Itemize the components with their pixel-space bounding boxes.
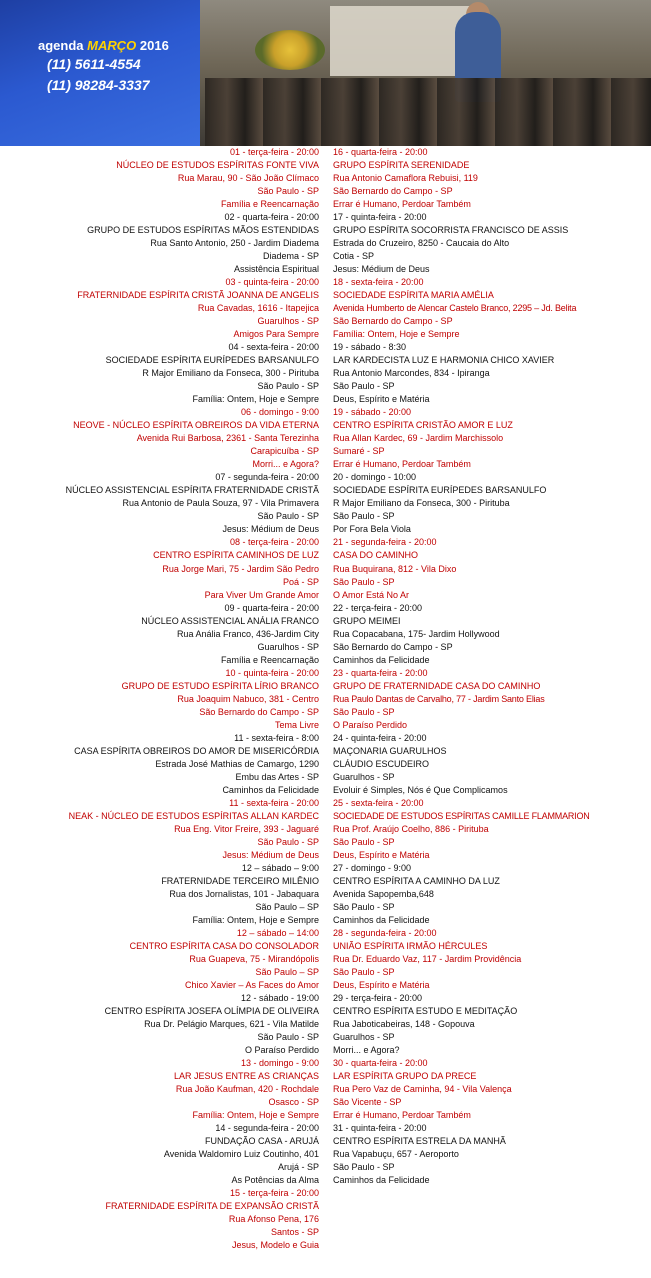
event-line: 27 - domingo - 9:00 xyxy=(333,862,412,873)
event-line: Rua João Kaufman, 420 - Rochdale xyxy=(175,1084,319,1095)
event-line: CASA ESPÍRITA OBREIROS DO AMOR DE MISERICÓRDIA xyxy=(74,745,319,756)
event-line: GRUPO MEIMEI xyxy=(333,615,401,626)
event-line: Rua Cavadas, 1616 - Itapejica xyxy=(197,303,319,314)
event-line: Rua Jorge Mari, 75 - Jardim São Pedro xyxy=(162,563,319,574)
event-line: Caminhos da Felicidade xyxy=(333,654,430,665)
agenda-year: 2016 xyxy=(139,38,169,53)
event-line: 19 - sábado - 20:00 xyxy=(333,407,412,418)
event-line: Tema Livre xyxy=(274,719,319,730)
event-line: São Paulo - SP xyxy=(333,511,395,522)
event-line: SOCIEDADE ESPÍRITA EURÍPEDES BARSANULFO xyxy=(333,485,547,496)
event-line: Jesus: Médium de Deus xyxy=(222,849,319,860)
event-line: SOCIEDADE ESPÍRITA EURÍPEDES BARSANULFO xyxy=(105,355,319,366)
event-line: 21 - segunda-feira - 20:00 xyxy=(333,537,437,548)
event-line: 20 - domingo - 10:00 xyxy=(333,472,417,483)
event-line: Rua Copacabana, 175- Jardim Hollywood xyxy=(333,628,500,639)
event-line: 01 - terça-feira - 20:00 xyxy=(229,147,319,157)
event-line: São Bernardo do Campo - SP xyxy=(333,186,453,197)
header-banner xyxy=(0,0,651,146)
event-line: Cotia - SP xyxy=(333,251,375,262)
event-line: NÚCLEO DE ESTUDOS ESPÍRITAS FONTE VIVA xyxy=(116,160,319,171)
event-line: 19 - sábado - 8:30 xyxy=(333,342,407,353)
event-line: CENTRO ESPÍRITA ESTRELA DA MANHÃ xyxy=(333,1136,506,1147)
phone-number-2: (11) 98284-3337 xyxy=(47,77,150,93)
event-line: SOCIEDADE DE ESTUDOS ESPÍRITAS CAMILLE FLAMMARION xyxy=(333,810,590,821)
event-line: Família: Ontem, Hoje e Sempre xyxy=(192,914,319,925)
event-line: 17 - quinta-feira - 20:00 xyxy=(333,212,427,223)
event-line: Estrada José Mathias de Camargo, 1290 xyxy=(155,758,319,769)
event-line: Assistência Espiritual xyxy=(233,264,319,275)
event-line: São Paulo - SP xyxy=(333,901,395,912)
event-line: Errar é Humano, Perdoar Também xyxy=(333,459,471,470)
event-line: Deus, Espírito e Matéria xyxy=(333,394,430,405)
event-line: São Paulo – SP xyxy=(255,966,319,977)
event-line: Por Fora Bela Viola xyxy=(333,524,411,535)
event-line: 12 - sábado - 19:00 xyxy=(240,993,319,1004)
event-line: Santos - SP xyxy=(270,1227,319,1238)
event-line: LAR JESUS ENTRE AS CRIANÇAS xyxy=(173,1071,319,1082)
event-line: Amigos Para Sempre xyxy=(233,329,319,340)
event-line: São Paulo - SP xyxy=(257,511,319,522)
event-line: Família e Reencarnação xyxy=(220,199,319,210)
event-line: FUNDAÇÃO CASA - ARUJÁ xyxy=(204,1136,319,1147)
event-line: Rua Dr. Pelágio Marques, 621 - Vila Matilde xyxy=(144,1019,319,1030)
event-line: 22 - terça-feira - 20:00 xyxy=(333,602,423,613)
event-line: 04 - sexta-feira - 20:00 xyxy=(228,342,319,353)
event-line: FRATERNIDADE ESPÍRITA CRISTÃ JOANNA DE ANGELIS xyxy=(77,290,319,301)
event-line: São Paulo - SP xyxy=(333,1162,395,1173)
event-line: Avenida Humberto de Alencar Castelo Branco, 2295 – Jd. Belita xyxy=(333,303,577,314)
event-line: CASA DO CAMINHO xyxy=(333,550,419,561)
event-line: Rua Buquirana, 812 - Vila Dixo xyxy=(333,563,457,574)
event-line: 06 - domingo - 9:00 xyxy=(240,407,319,418)
event-line: O Paraíso Perdido xyxy=(244,1045,319,1056)
event-line: CENTRO ESPÍRITA CASA DO CONSOLADOR xyxy=(129,940,319,951)
event-line: Poá - SP xyxy=(282,576,319,587)
event-line: Morri... e Agora? xyxy=(252,459,319,470)
event-line: Rua Antonio Marcondes, 834 - Ipiranga xyxy=(333,368,490,379)
event-line: Família e Reencarnação xyxy=(220,654,319,665)
event-line: São Paulo - SP xyxy=(333,576,395,587)
event-line: 25 - sexta-feira - 20:00 xyxy=(333,797,424,808)
event-line: Rua Antonio de Paula Souza, 97 - Vila Primavera xyxy=(122,498,319,509)
event-line: Rua Paulo Dantas de Carvalho, 77 - Jardim Santo Elias xyxy=(333,693,545,704)
event-line: São Vicente - SP xyxy=(333,1097,402,1108)
event-line: R Major Emiliano da Fonseca, 300 - Pirituba xyxy=(142,368,319,379)
event-line: As Potências da Alma xyxy=(231,1175,319,1186)
event-line: 23 - quarta-feira - 20:00 xyxy=(333,667,428,678)
event-line: Guarulhos - SP xyxy=(257,316,319,327)
event-line: 24 - quinta-feira - 20:00 xyxy=(333,732,427,743)
event-line: São Paulo - SP xyxy=(333,381,395,392)
event-line: CENTRO ESPÍRITA CRISTÃO AMOR E LUZ xyxy=(333,420,513,431)
event-line: Carapicuíba - SP xyxy=(250,446,319,457)
event-line: 16 - quarta-feira - 20:00 xyxy=(333,147,428,157)
agenda-month: MARÇO xyxy=(87,38,137,53)
event-line: 15 - terça-feira - 20:00 xyxy=(229,1188,319,1199)
event-line: Rua Jaboticabeiras, 148 - Gopouva xyxy=(333,1019,475,1030)
event-line: Avenida Waldomiro Luiz Coutinho, 401 xyxy=(163,1149,319,1160)
event-line: Sumaré - SP xyxy=(333,446,385,457)
event-line: Rua Dr. Eduardo Vaz, 117 - Jardim Providência xyxy=(333,953,522,964)
event-line: CENTRO ESPÍRITA A CAMINHO DA LUZ xyxy=(333,875,500,886)
event-line: Guarulhos - SP xyxy=(333,1032,395,1043)
event-line: 13 - domingo - 9:00 xyxy=(240,1058,319,1069)
event-line: Rua Santo Antonio, 250 - Jardim Diadema xyxy=(150,238,319,249)
header-blue-panel xyxy=(0,0,200,146)
event-line: GRUPO ESPÍRITA SERENIDADE xyxy=(333,160,470,171)
event-line: Guarulhos - SP xyxy=(333,771,395,782)
event-line: Rua Joaquim Nabuco, 381 - Centro xyxy=(177,693,319,704)
event-line: Rua dos Jornalistas, 101 - Jabaquara xyxy=(169,888,319,899)
event-line: Errar é Humano, Perdoar Também xyxy=(333,1110,471,1121)
event-line: Avenida Sapopemba,648 xyxy=(333,888,434,899)
event-line: GRUPO DE FRATERNIDADE CASA DO CAMINHO xyxy=(333,680,541,691)
event-line: São Bernardo do Campo - SP xyxy=(199,706,319,717)
event-line: GRUPO ESPÍRITA SOCORRISTA FRANCISCO DE ASSIS xyxy=(333,225,569,236)
event-line: Morri... e Agora? xyxy=(333,1045,400,1056)
event-line: Jesus: Médium de Deus xyxy=(333,264,430,275)
event-line: Errar é Humano, Perdoar Também xyxy=(333,199,471,210)
event-line: São Paulo - SP xyxy=(333,966,395,977)
event-line: 11 - sexta-feira - 8:00 xyxy=(234,732,319,743)
event-line: Osasco - SP xyxy=(268,1097,319,1108)
event-line: 12 – sábado – 14:00 xyxy=(236,927,319,938)
event-line: Caminhos da Felicidade xyxy=(222,784,319,795)
event-line: FRATERNIDADE TERCEIRO MILÊNIO xyxy=(161,875,319,886)
event-line: São Bernardo do Campo - SP xyxy=(333,316,453,327)
event-line: Guarulhos - SP xyxy=(257,641,319,652)
event-line: Rua Afonso Pena, 176 xyxy=(228,1214,319,1225)
event-line: R Major Emiliano da Fonseca, 300 - Pirituba xyxy=(333,498,510,509)
event-line: O Amor Está No Ar xyxy=(333,589,410,600)
event-line: São Paulo - SP xyxy=(257,381,319,392)
event-line: Chico Xavier – As Faces do Amor xyxy=(184,980,319,990)
event-line: Rua Allan Kardec, 69 - Jardim Marchissolo xyxy=(333,433,504,444)
event-line: 18 - sexta-feira - 20:00 xyxy=(333,277,424,288)
event-line: Arujá - SP xyxy=(277,1162,319,1173)
event-line: Evoluir é Simples, Nós é Que Complicamos xyxy=(333,784,508,795)
event-line: Deus, Espírito e Matéria xyxy=(333,980,430,990)
event-line: 10 - quinta-feira - 20:00 xyxy=(225,667,319,678)
event-line: Avenida Rui Barbosa, 2361 - Santa Terezinha xyxy=(136,433,319,444)
phone-number-1: (11) 5611-4554 xyxy=(47,56,141,72)
event-line: 07 - segunda-feira - 20:00 xyxy=(215,472,319,483)
event-line: Jesus: Médium de Deus xyxy=(222,524,319,535)
events-column-right xyxy=(333,146,651,1187)
event-line: Rua Marau, 90 - São João Clímaco xyxy=(177,173,319,184)
event-line: Família: Ontem, Hoje e Sempre xyxy=(333,329,460,340)
event-line: NÚCLEO ASSISTENCIAL ANÁLIA FRANCO xyxy=(141,615,319,626)
event-line: NÚCLEO ASSISTENCIAL ESPÍRITA FRATERNIDADE CRISTÃ xyxy=(65,485,319,496)
event-line: Deus, Espírito e Matéria xyxy=(333,849,430,860)
event-line: SOCIEDADE ESPÍRITA MARIA AMÉLIA xyxy=(333,290,494,301)
event-line: Rua Anália Franco, 436-Jardim City xyxy=(176,628,319,639)
event-line: São Bernardo do Campo - SP xyxy=(333,641,453,652)
event-line: 14 - segunda-feira - 20:00 xyxy=(215,1123,319,1134)
event-line: NEAK - NÚCLEO DE ESTUDOS ESPÍRITAS ALLAN KARDEC xyxy=(68,810,319,821)
event-line: São Paulo - SP xyxy=(257,186,319,197)
event-line: LAR ESPÍRITA GRUPO DA PRECE xyxy=(333,1071,477,1082)
event-line: Rua Vapabuçu, 657 - Aeroporto xyxy=(333,1149,459,1160)
event-line: FRATERNIDADE ESPÍRITA DE EXPANSÃO CRISTÃ xyxy=(105,1201,319,1212)
events-column-left xyxy=(0,146,319,1252)
event-line: Rua Prof. Araújo Coelho, 886 - Pirituba xyxy=(333,823,489,834)
event-line: CENTRO ESPÍRITA JOSEFA OLÍMPIA DE OLIVEIRA xyxy=(104,1006,319,1017)
event-line: Diadema - SP xyxy=(262,251,319,262)
event-line: Rua Antonio Camaflora Rebuisi, 119 xyxy=(333,173,478,184)
event-line: Rua Guapeva, 75 - Mirandópolis xyxy=(189,953,319,964)
event-line: CLÁUDIO ESCUDEIRO xyxy=(333,758,430,769)
event-line: Caminhos da Felicidade xyxy=(333,914,430,925)
event-line: São Paulo - SP xyxy=(333,706,395,717)
event-line: Estrada do Cruzeiro, 8250 - Caucaia do Alto xyxy=(333,238,510,249)
event-line: 02 - quarta-feira - 20:00 xyxy=(224,212,319,223)
event-line: GRUPO DE ESTUDO ESPÍRITA LÍRIO BRANCO xyxy=(121,680,319,691)
event-line: Família: Ontem, Hoje e Sempre xyxy=(192,394,319,405)
agenda-prefix: agenda xyxy=(38,38,84,53)
event-line: São Paulo - SP xyxy=(333,836,395,847)
event-line: LAR KARDECISTA LUZ E HARMONIA CHICO XAVIER xyxy=(333,355,555,366)
event-line: UNIÃO ESPÍRITA IRMÃO HÉRCULES xyxy=(333,940,488,951)
event-line: Caminhos da Felicidade xyxy=(333,1175,430,1186)
event-line: 11 - sexta-feira - 20:00 xyxy=(229,797,319,808)
event-line: 09 - quarta-feira - 20:00 xyxy=(224,602,319,613)
event-line: Para Viver Um Grande Amor xyxy=(204,589,319,600)
event-line: O Paraíso Perdido xyxy=(333,719,408,730)
event-line: São Paulo - SP xyxy=(257,836,319,847)
event-line: 30 - quarta-feira - 20:00 xyxy=(333,1058,428,1069)
lecture-photo xyxy=(200,0,651,146)
event-line: MAÇONARIA GUARULHOS xyxy=(333,745,447,756)
event-line: São Paulo - SP xyxy=(257,1032,319,1043)
event-line: CENTRO ESPÍRITA CAMINHOS DE LUZ xyxy=(153,550,319,561)
event-line: 08 - terça-feira - 20:00 xyxy=(229,537,319,548)
event-line: Jesus, Modelo e Guia xyxy=(231,1240,319,1251)
event-line: Embu das Artes - SP xyxy=(235,771,319,782)
event-line: CENTRO ESPÍRITA ESTUDO E MEDITAÇÃO xyxy=(333,1006,518,1017)
event-line: Rua Eng. Vitor Freire, 393 - Jaguaré xyxy=(174,823,319,834)
agenda-title xyxy=(38,38,169,53)
event-line: São Paulo – SP xyxy=(255,901,319,912)
event-line: NEOVE - NÚCLEO ESPÍRITA OBREIROS DA VIDA ETERNA xyxy=(73,420,319,431)
event-line: 31 - quinta-feira - 20:00 xyxy=(333,1123,427,1134)
event-line: 28 - segunda-feira - 20:00 xyxy=(333,927,437,938)
event-line: 12 – sábado – 9:00 xyxy=(241,862,319,873)
event-line: GRUPO DE ESTUDOS ESPÍRITAS MÃOS ESTENDIDAS xyxy=(87,225,319,236)
event-line: Família: Ontem, Hoje e Sempre xyxy=(192,1110,319,1121)
event-line: Rua Pero Vaz de Caminha, 94 - Vila Valença xyxy=(333,1084,512,1095)
event-line: 03 - quinta-feira - 20:00 xyxy=(225,277,319,288)
event-line: 29 - terça-feira - 20:00 xyxy=(333,993,423,1004)
